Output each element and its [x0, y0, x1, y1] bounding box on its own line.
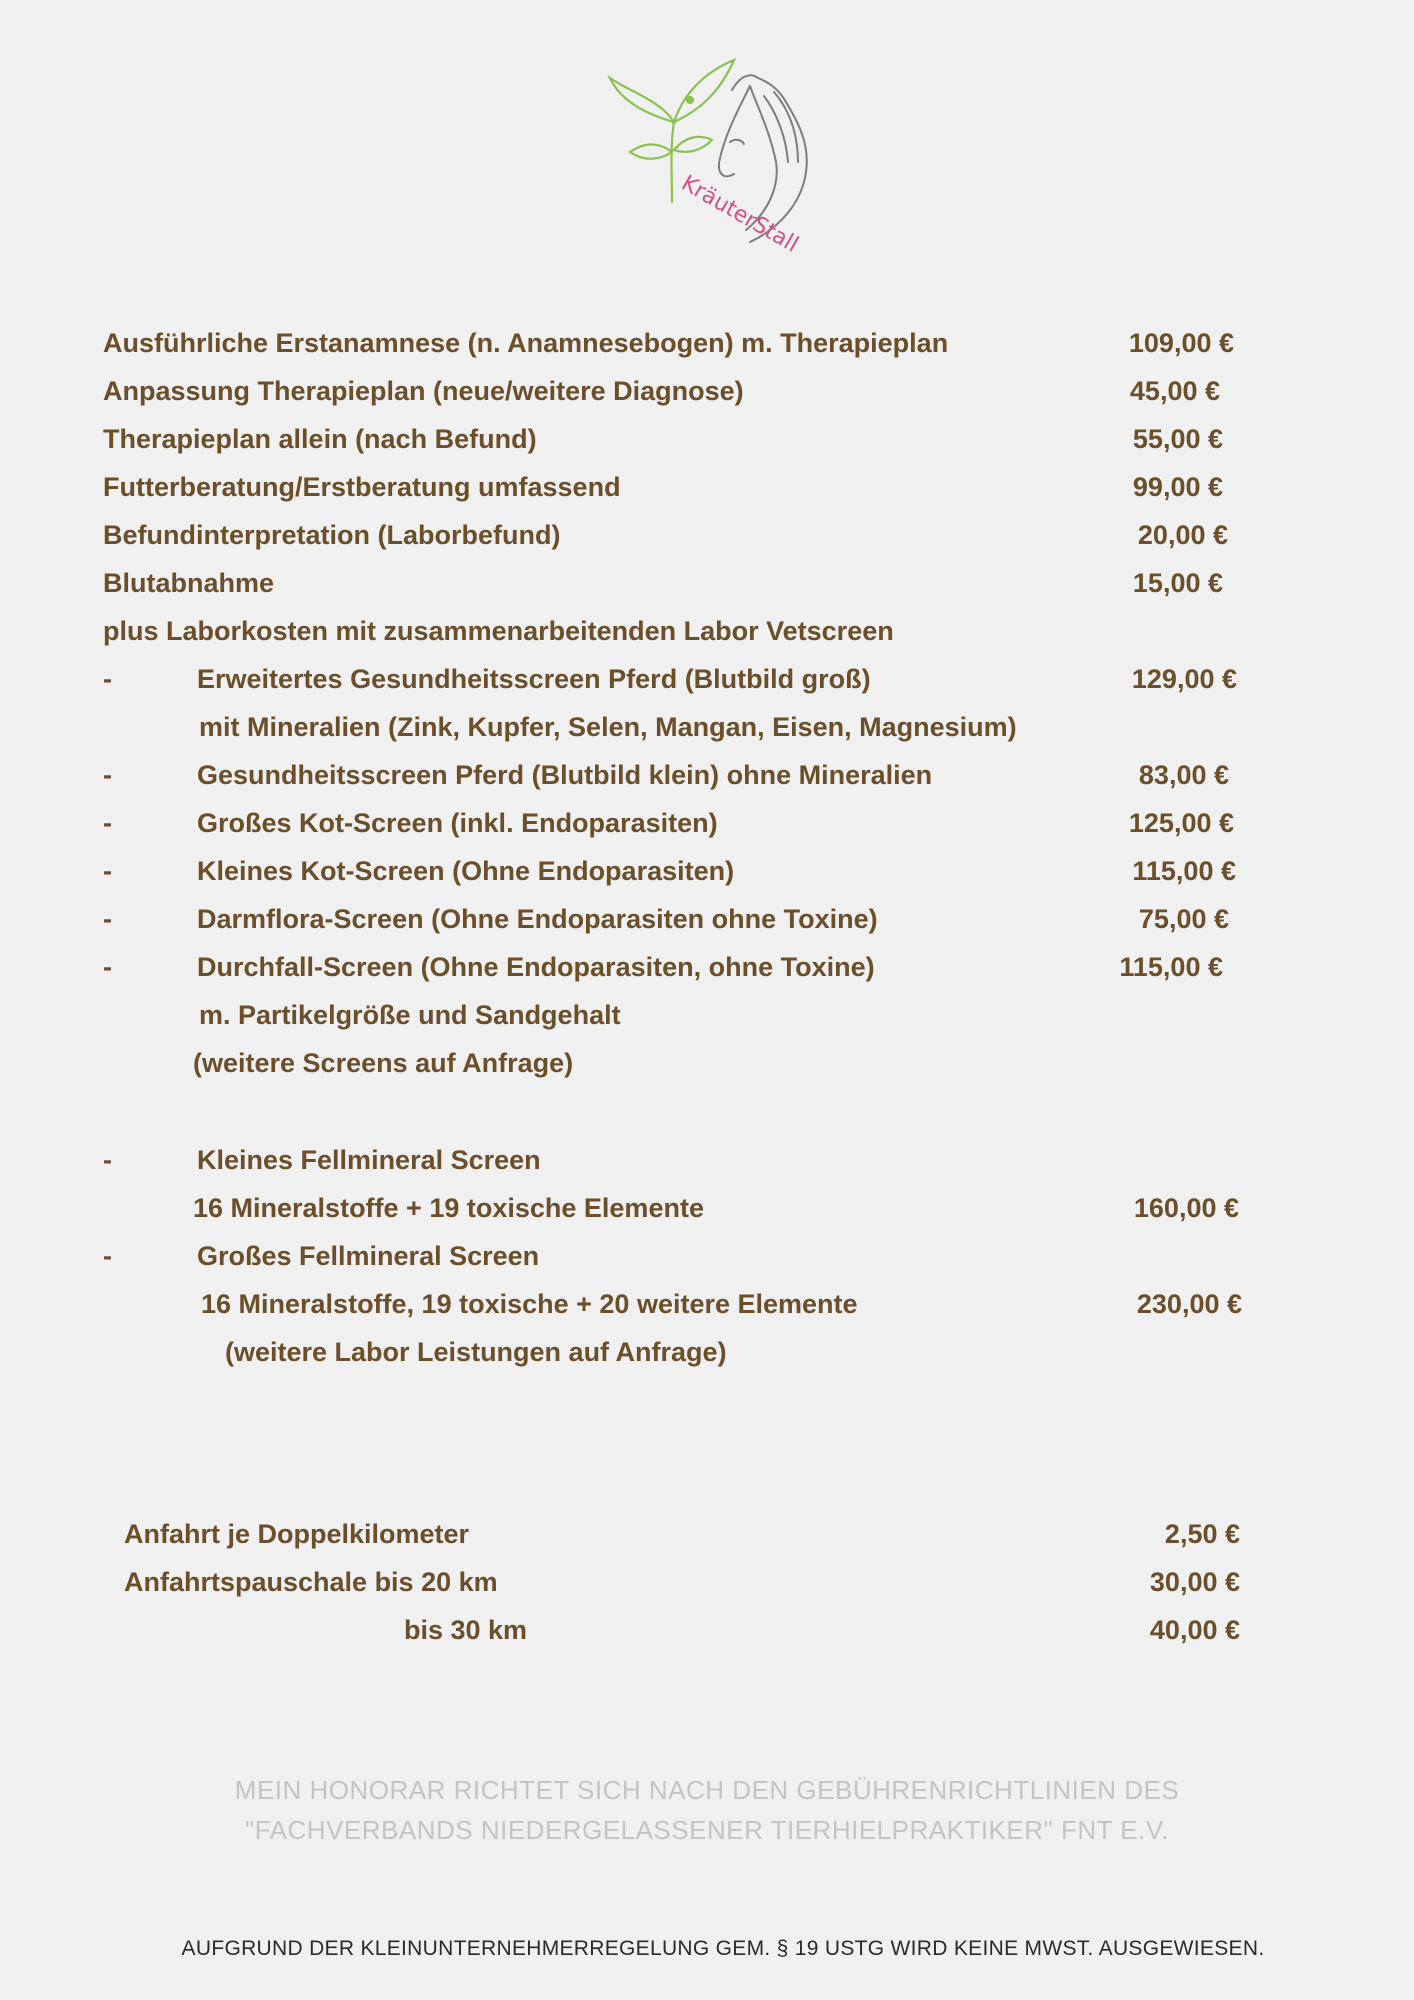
service-price: 20,00 €	[1137, 520, 1228, 550]
list-dash: -	[103, 856, 112, 886]
service-label: Befundinterpretation (Laborbefund)	[103, 520, 561, 550]
list-dash: -	[103, 1145, 112, 1175]
price-row	[0, 1236, 1414, 1276]
travel-label: Anfahrt je Doppelkilometer	[124, 1519, 470, 1549]
price-row	[0, 323, 1414, 363]
section-note	[0, 611, 1414, 651]
list-dash: -	[103, 1241, 112, 1271]
list-dash: -	[103, 808, 112, 838]
service-price: 99,00 €	[1132, 472, 1223, 502]
travel-row	[0, 1562, 1414, 1602]
service-label: Blutabnahme	[103, 568, 275, 598]
service-label: Kleines Fellmineral Screen	[197, 1145, 541, 1175]
price-row	[0, 371, 1414, 411]
service-label: Durchfall-Screen (Ohne Endoparasiten, ohne Toxine)	[197, 952, 875, 982]
travel-price: 40,00 €	[1149, 1615, 1240, 1645]
service-price: 129,00 €	[1131, 664, 1237, 694]
travel-label: Anfahrtspauschale bis 20 km	[124, 1567, 498, 1597]
travel-price: 30,00 €	[1149, 1567, 1240, 1597]
service-label: Erweitertes Gesundheitsscreen Pferd (Blutbild groß)	[197, 664, 871, 694]
price-row	[0, 947, 1414, 987]
kraeuterstall-logo	[600, 52, 840, 262]
list-dash: -	[103, 664, 112, 694]
price-row-detail	[0, 1188, 1414, 1228]
service-label: 16 Mineralstoffe + 19 toxische Elemente	[193, 1193, 704, 1223]
travel-row	[0, 1514, 1414, 1554]
price-row	[0, 419, 1414, 459]
travel-row	[0, 1610, 1414, 1650]
tax-footer: AUFGRUND DER KLEINUNTERNEHMERREGELUNG GEM. § 19 USTG WIRD KEINE MWST. AUSGEWIESEN.	[181, 1937, 1265, 1960]
service-label: Darmflora-Screen (Ohne Endoparasiten ohne Toxine)	[197, 904, 878, 934]
price-row	[0, 515, 1414, 555]
service-price: 230,00 €	[1136, 1289, 1242, 1319]
service-label: mit Mineralien (Zink, Kupfer, Selen, Mangan, Eisen, Magnesium)	[199, 712, 1017, 742]
service-label: plus Laborkosten mit zusammenarbeitenden Labor Vetscreen	[103, 616, 894, 646]
price-row-detail	[0, 995, 1414, 1035]
service-label: Futterberatung/Erstberatung umfassend	[103, 472, 621, 502]
service-price: 75,00 €	[1138, 904, 1229, 934]
fee-note-line2: "FACHVERBANDS NIEDERGELASSENER TIERHIELPRAKTIKER" FNT E.V.	[245, 1815, 1169, 1845]
price-row-detail	[0, 1332, 1414, 1372]
service-label: Großes Fellmineral Screen	[197, 1241, 540, 1271]
price-row	[0, 899, 1414, 939]
price-row	[0, 563, 1414, 603]
service-price: 160,00 €	[1133, 1193, 1239, 1223]
service-label: (weitere Screens auf Anfrage)	[193, 1048, 574, 1078]
price-row-detail	[0, 1043, 1414, 1083]
list-dash: -	[103, 952, 112, 982]
travel-price: 2,50 €	[1164, 1519, 1240, 1549]
service-label: 16 Mineralstoffe, 19 toxische + 20 weitere Elemente	[201, 1289, 858, 1319]
service-label: Großes Kot-Screen (inkl. Endoparasiten)	[197, 808, 718, 838]
service-price: 15,00 €	[1132, 568, 1223, 598]
price-row	[0, 851, 1414, 891]
leaf-sprout-icon	[610, 60, 734, 202]
service-label: (weitere Labor Leistungen auf Anfrage)	[225, 1337, 727, 1367]
price-row	[0, 467, 1414, 507]
logo-brand-text: KräuterStall	[676, 170, 803, 258]
service-price: 83,00 €	[1138, 760, 1229, 790]
list-dash: -	[103, 904, 112, 934]
service-price: 115,00 €	[1132, 856, 1236, 886]
service-label: Therapieplan allein (nach Befund)	[103, 424, 537, 454]
travel-label: bis 30 km	[404, 1615, 528, 1645]
service-label: Ausführliche Erstanamnese (n. Anamnesebogen) m. Therapieplan	[103, 328, 949, 358]
service-price: 45,00 €	[1129, 376, 1220, 406]
service-label: m. Partikelgröße und Sandgehalt	[199, 1000, 621, 1030]
fee-note-line1: MEIN HONORAR RICHTET SICH NACH DEN GEBÜHRENRICHTLINIEN DES	[234, 1775, 1180, 1805]
service-label: Gesundheitsscreen Pferd (Blutbild klein) ohne Mineralien	[197, 760, 933, 790]
service-label: Kleines Kot-Screen (Ohne Endoparasiten)	[197, 856, 735, 886]
price-row	[0, 659, 1414, 699]
service-label: Anpassung Therapieplan (neue/weitere Diagnose)	[103, 376, 744, 406]
service-price: 55,00 €	[1132, 424, 1223, 454]
price-row	[0, 1140, 1414, 1180]
price-row	[0, 755, 1414, 795]
service-price: 115,00 €	[1119, 952, 1223, 982]
service-price: 109,00 €	[1128, 328, 1234, 358]
list-dash: -	[103, 760, 112, 790]
price-row-detail	[0, 1284, 1414, 1324]
price-row-detail	[0, 707, 1414, 747]
service-price: 125,00 €	[1128, 808, 1234, 838]
price-row	[0, 803, 1414, 843]
